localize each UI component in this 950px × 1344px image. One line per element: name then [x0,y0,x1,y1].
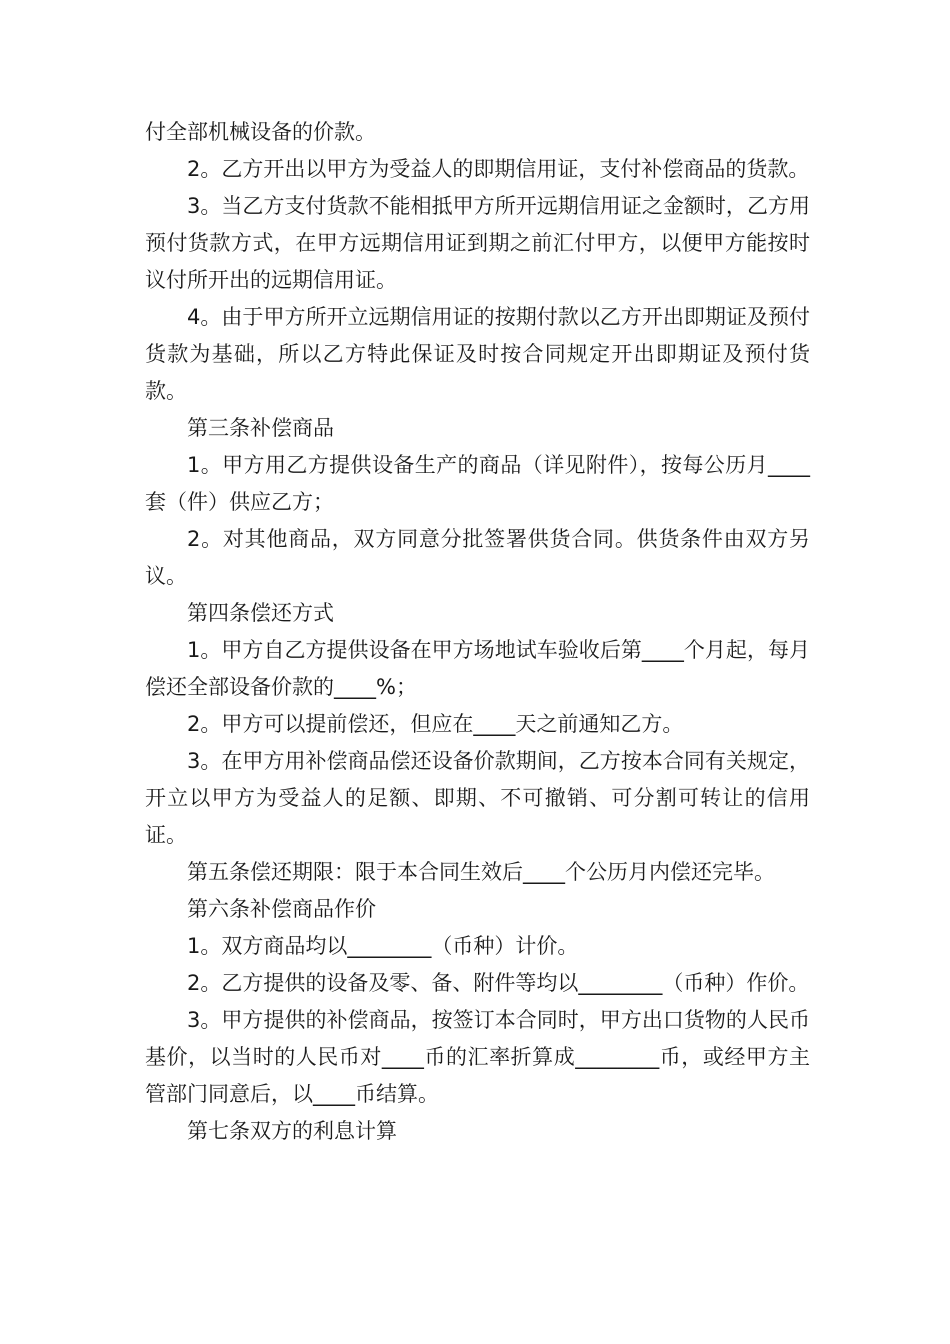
paragraph-11: 3。在甲方用补偿商品偿还设备价款期间，乙方按本合同有关规定，开立以甲方为受益人的足额、即期、不可撤销、可分割可转让的信用证。 [145,749,810,847]
paragraph-14: 1。双方商品均以________（币种）计价。 [187,934,579,958]
paragraph-3: 3。当乙方支付货款不能相抵甲方所开远期信用证之金额时，乙方用预付货款方式，在甲方远期信用证到期之前汇付甲方，以便甲方能按时议付所开出的远期信用证。 [145,194,810,292]
paragraph-16: 3。甲方提供的补偿商品，按签订本合同时，甲方出口货物的人民币基价，以当时的人民币对____币的汇率折算成________币，或经甲方主管部门同意后，以____币结算。 [145,1008,810,1106]
document-body [145,114,810,1150]
paragraph-1: 付全部机械设备的价款。 [145,120,376,144]
section-heading-article-7: 第七条双方的利息计算 [187,1119,397,1143]
section-heading-article-3: 第三条补偿商品 [187,416,334,440]
paragraph-6: 1。甲方用乙方提供设备生产的商品（详见附件），按每公历月____套（件）供应乙方； [145,453,810,514]
paragraph-9: 1。甲方自乙方提供设备在甲方场地试车验收后第____个月起，每月偿还全部设备价款的____%； [145,638,810,699]
paragraph-4: 4。由于甲方所开立远期信用证的按期付款以乙方开出即期证及预付货款为基础，所以乙方特此保证及时按合同规定开出即期证及预付货款。 [145,305,810,403]
paragraph-2: 2。乙方开出以甲方为受益人的即期信用证，支付补偿商品的货款。 [187,157,810,181]
section-heading-article-5: 第五条偿还期限：限于本合同生效后____个公历月内偿还完毕。 [187,860,775,884]
paragraph-15: 2。乙方提供的设备及零、备、附件等均以________（币种）作价。 [187,971,810,995]
paragraph-10: 2。甲方可以提前偿还，但应在____天之前通知乙方。 [187,712,684,736]
section-heading-article-6: 第六条补偿商品作价 [187,897,376,921]
paragraph-7: 2。对其他商品，双方同意分批签署供货合同。供货条件由双方另议。 [145,527,810,588]
section-heading-article-4: 第四条偿还方式 [187,601,334,625]
